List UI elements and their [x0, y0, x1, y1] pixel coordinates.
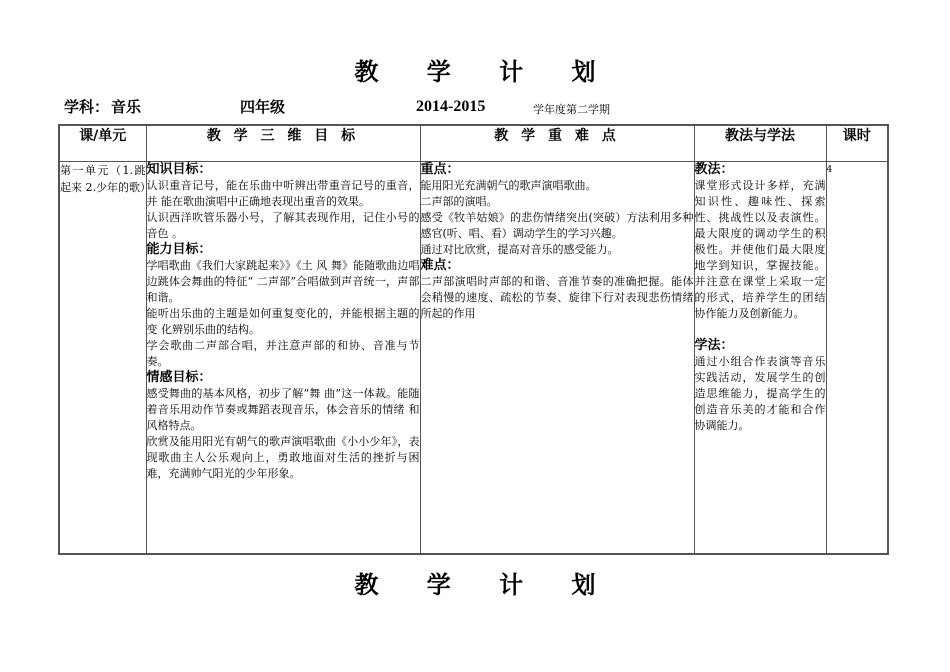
- table-header-row: [59, 125, 888, 162]
- key-point-text: 通过对比欣赏，提高对音乐的感受能力。: [420, 243, 619, 256]
- difficulty-text: 二声部演唱时声部的和谐、音准节奏的准确把握。能体会稍慢的速度、疏松的节奏、旋律下行对表现悲伤情绪所起的作用: [420, 275, 694, 320]
- page-title: 教 学 计 划: [354, 57, 616, 86]
- emotion-goal-text: 欣赏及能用阳光有朝气的歌声演唱歌曲《小小少年》，表现歌曲主人公乐观向上，勇敢地面对生活的挫折与困难，充满帅气阳光的少年形象。: [146, 435, 420, 480]
- knowledge-goal-text: 认识重音记号，能在乐曲中听辨出带重音记号的重音，并 能在歌曲演唱中正确地表现出重音的效果。: [146, 179, 420, 208]
- key-point-title: 重点：: [420, 162, 460, 177]
- spacer: [695, 322, 826, 338]
- school-year: 2014-2015: [416, 98, 486, 115]
- header-key-points: 教 学 重 难 点: [420, 125, 694, 162]
- ability-goal-text: 学唱歌曲《我们大家跳起来》》《土 风 舞》能随歌曲边唱 边跳体会舞曲的特征“ 二声部”合唱做到声音统一，声部和谐。: [146, 259, 420, 304]
- header-unit: 课/单元: [59, 125, 146, 162]
- teaching-method-title: 教法：: [694, 162, 734, 177]
- emotion-goal-title: 情感目标：: [146, 370, 212, 385]
- key-point-text: 能用阳光充满朝气的歌声演唱歌曲。: [420, 179, 597, 192]
- ability-goal-text: 学会歌曲二声部合唱，并注意声部的和协、音准与节奏。: [146, 339, 420, 368]
- goals-cell: [146, 162, 420, 554]
- hours-cell: 4: [826, 162, 888, 554]
- subject-line: [64, 96, 864, 118]
- knowledge-goal-text: 认识西洋吹管乐器小号，了解其表现作用，记住小号的音色 。: [146, 211, 420, 240]
- subject-label: 学科：: [64, 98, 110, 116]
- knowledge-goal-title: 知识目标：: [146, 162, 212, 177]
- emotion-goal-text: 感受舞曲的基本风格，初步了解“舞 曲”这一体裁。能随着音乐用动作节奏或舞蹈表现音乐，体会音乐的情绪 和风格特点。: [146, 387, 420, 432]
- page-title-repeat: 教 学 计 划: [354, 570, 616, 599]
- subject-value: 音乐: [111, 98, 142, 116]
- header-goals: 教 学 三 维 目 标: [146, 125, 420, 162]
- difficulty-title: 难点：: [420, 258, 460, 273]
- teaching-method-text: 课堂形式设计多样，充满知识性、趣味性、探索性、挑战性以及表演性。最大限度的调动学生的积极性。并使他们最大限度地学到知识，掌握技能。并注意在课堂上采取一定的形式，培养学生的团结协作能力及创新能力。: [694, 179, 826, 320]
- learning-method-text: 通过小组合作表演等音乐实践活动，发展学生的创造思维能力，提高学生的创造音乐美的才能和合作协调能力。: [694, 355, 826, 432]
- teaching-plan-table: [58, 124, 889, 555]
- header-methods: 教法与学法: [694, 125, 826, 162]
- key-point-text: 感受《牧羊姑娘》的悲伤情绪突出(突破）方法利用多种感官(听、唱、看）调动学生的学习兴趣。: [420, 211, 694, 240]
- ability-goal-title: 能力目标：: [146, 242, 212, 257]
- term-label: 学年度第二学期: [533, 103, 610, 116]
- header-hours: 课时: [826, 125, 888, 162]
- key-points-cell: [420, 162, 694, 554]
- methods-cell: [694, 162, 826, 554]
- ability-goal-text: 能听出乐曲的主题是如何重复变化的，并能根据主题的变 化辨别乐曲的结构。: [146, 307, 420, 336]
- learning-method-title: 学法：: [694, 338, 734, 353]
- key-point-text: 二声部的演唱。: [420, 195, 498, 208]
- unit-cell: 第一单元（1.跳起来 2.少年的歌）: [59, 162, 146, 554]
- grade-label: 四年级: [240, 98, 286, 116]
- table-row: [59, 162, 888, 554]
